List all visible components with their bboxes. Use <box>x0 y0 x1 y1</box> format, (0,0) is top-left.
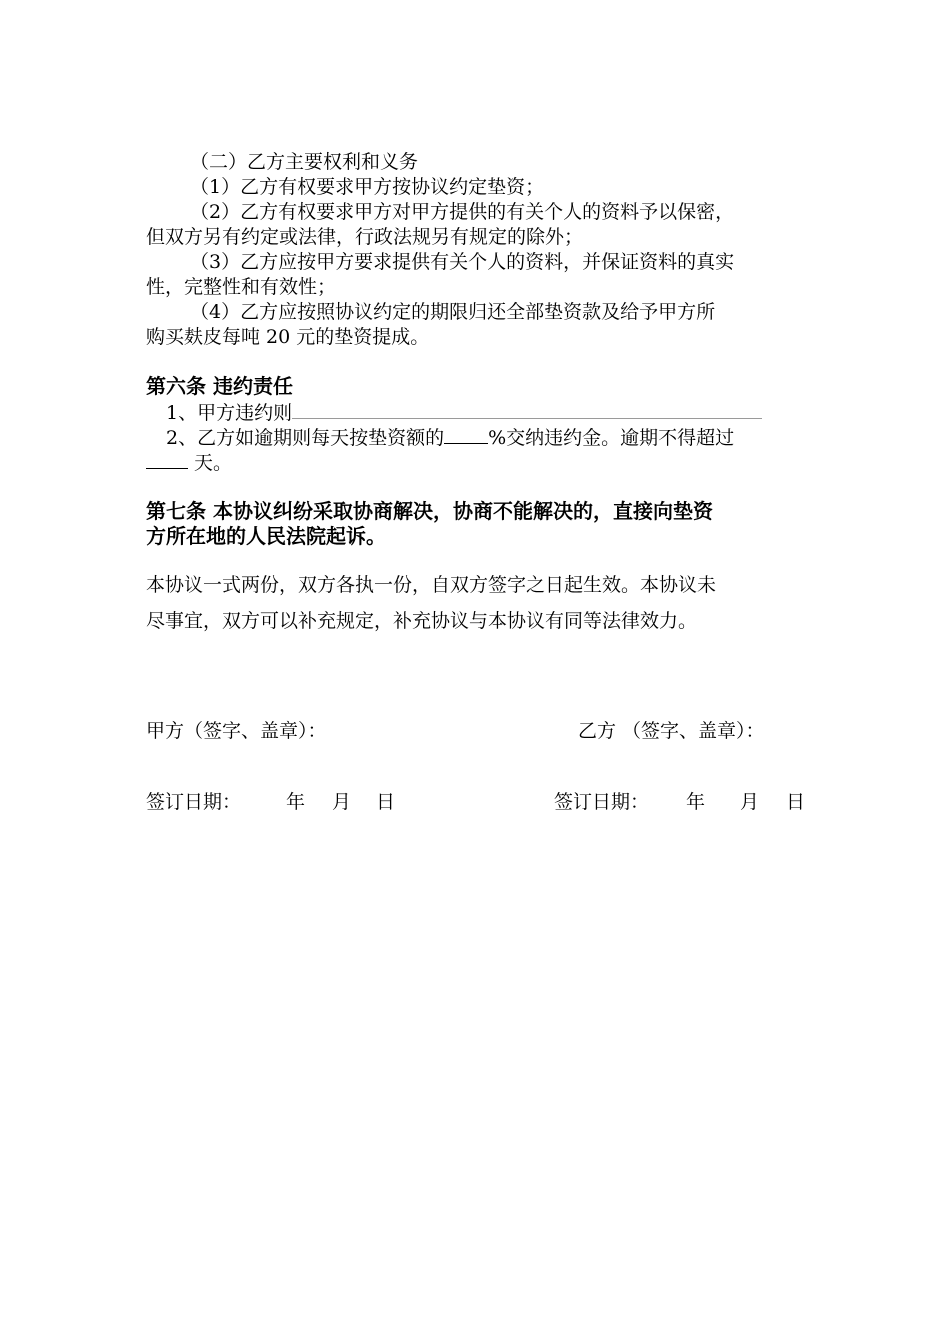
clause-1-text: 1、甲方违约则 <box>166 402 293 424</box>
article-6-clause-1 <box>166 400 762 425</box>
clause-item-3-line1: （3）乙方应按甲方要求提供有关个人的资料，并保证资料的真实 <box>190 251 735 273</box>
party-b-date-day: 日 <box>786 791 806 813</box>
clause-item-3-line2: 性，完整性和有效性； <box>146 276 337 298</box>
clause-item-4-line2: 购买麸皮每吨 20 元的垫资提成。 <box>146 326 430 348</box>
clause-item-1: （1）乙方有权要求甲方按协议约定垫资； <box>190 176 545 198</box>
party-b-date-month: 月 <box>740 791 760 813</box>
party-a-signature-label: 甲方（签字、盖章）： <box>146 720 327 742</box>
article-6-clause-2-cont <box>146 450 232 475</box>
section-heading: （二）乙方主要权利和义务 <box>190 151 419 173</box>
party-a-date-day: 日 <box>376 791 396 813</box>
clause-item-4-line1: （4）乙方应按照协议约定的期限归还全部垫资款及给予甲方所 <box>190 301 716 323</box>
clause-item-2-line1: （2）乙方有权要求甲方对甲方提供的有关个人的资料予以保密， <box>190 201 735 223</box>
fill-in-blank <box>292 400 762 419</box>
article-7-title-line1: 第七条 本协议纠纷采取协商解决，协商不能解决的，直接向垫资 <box>146 499 713 523</box>
article-7-title-line2: 方所在地的人民法院起诉。 <box>146 524 386 548</box>
party-a-date-year: 年 <box>286 791 306 813</box>
party-b-date-year: 年 <box>686 791 706 813</box>
party-b-date-label: 签订日期： <box>554 791 650 813</box>
closing-paragraph-line2: 尽事宜，双方可以补充规定，补充协议与本协议有同等法律效力。 <box>146 610 698 632</box>
percent-blank <box>444 425 488 444</box>
party-b-signature-label: 乙方 （签字、盖章）： <box>578 720 765 742</box>
article-6-title: 第六条 违约责任 <box>146 374 293 398</box>
party-a-date-month: 月 <box>332 791 352 813</box>
days-blank <box>146 450 188 469</box>
clause-2-mid-text: %交纳违约金。逾期不得超过 <box>488 427 735 449</box>
party-a-date-label: 签订日期： <box>146 791 242 813</box>
clause-2-suffix-text: 天。 <box>188 452 233 474</box>
clause-item-2-line2: 但双方另有约定或法律，行政法规另有规定的除外； <box>146 226 584 248</box>
clause-2-text: 2、乙方如逾期则每天按垫资额的 <box>166 427 445 449</box>
closing-paragraph-line1: 本协议一式两份，双方各执一份，自双方签字之日起生效。本协议未 <box>146 574 717 596</box>
article-6-clause-2 <box>166 425 734 450</box>
